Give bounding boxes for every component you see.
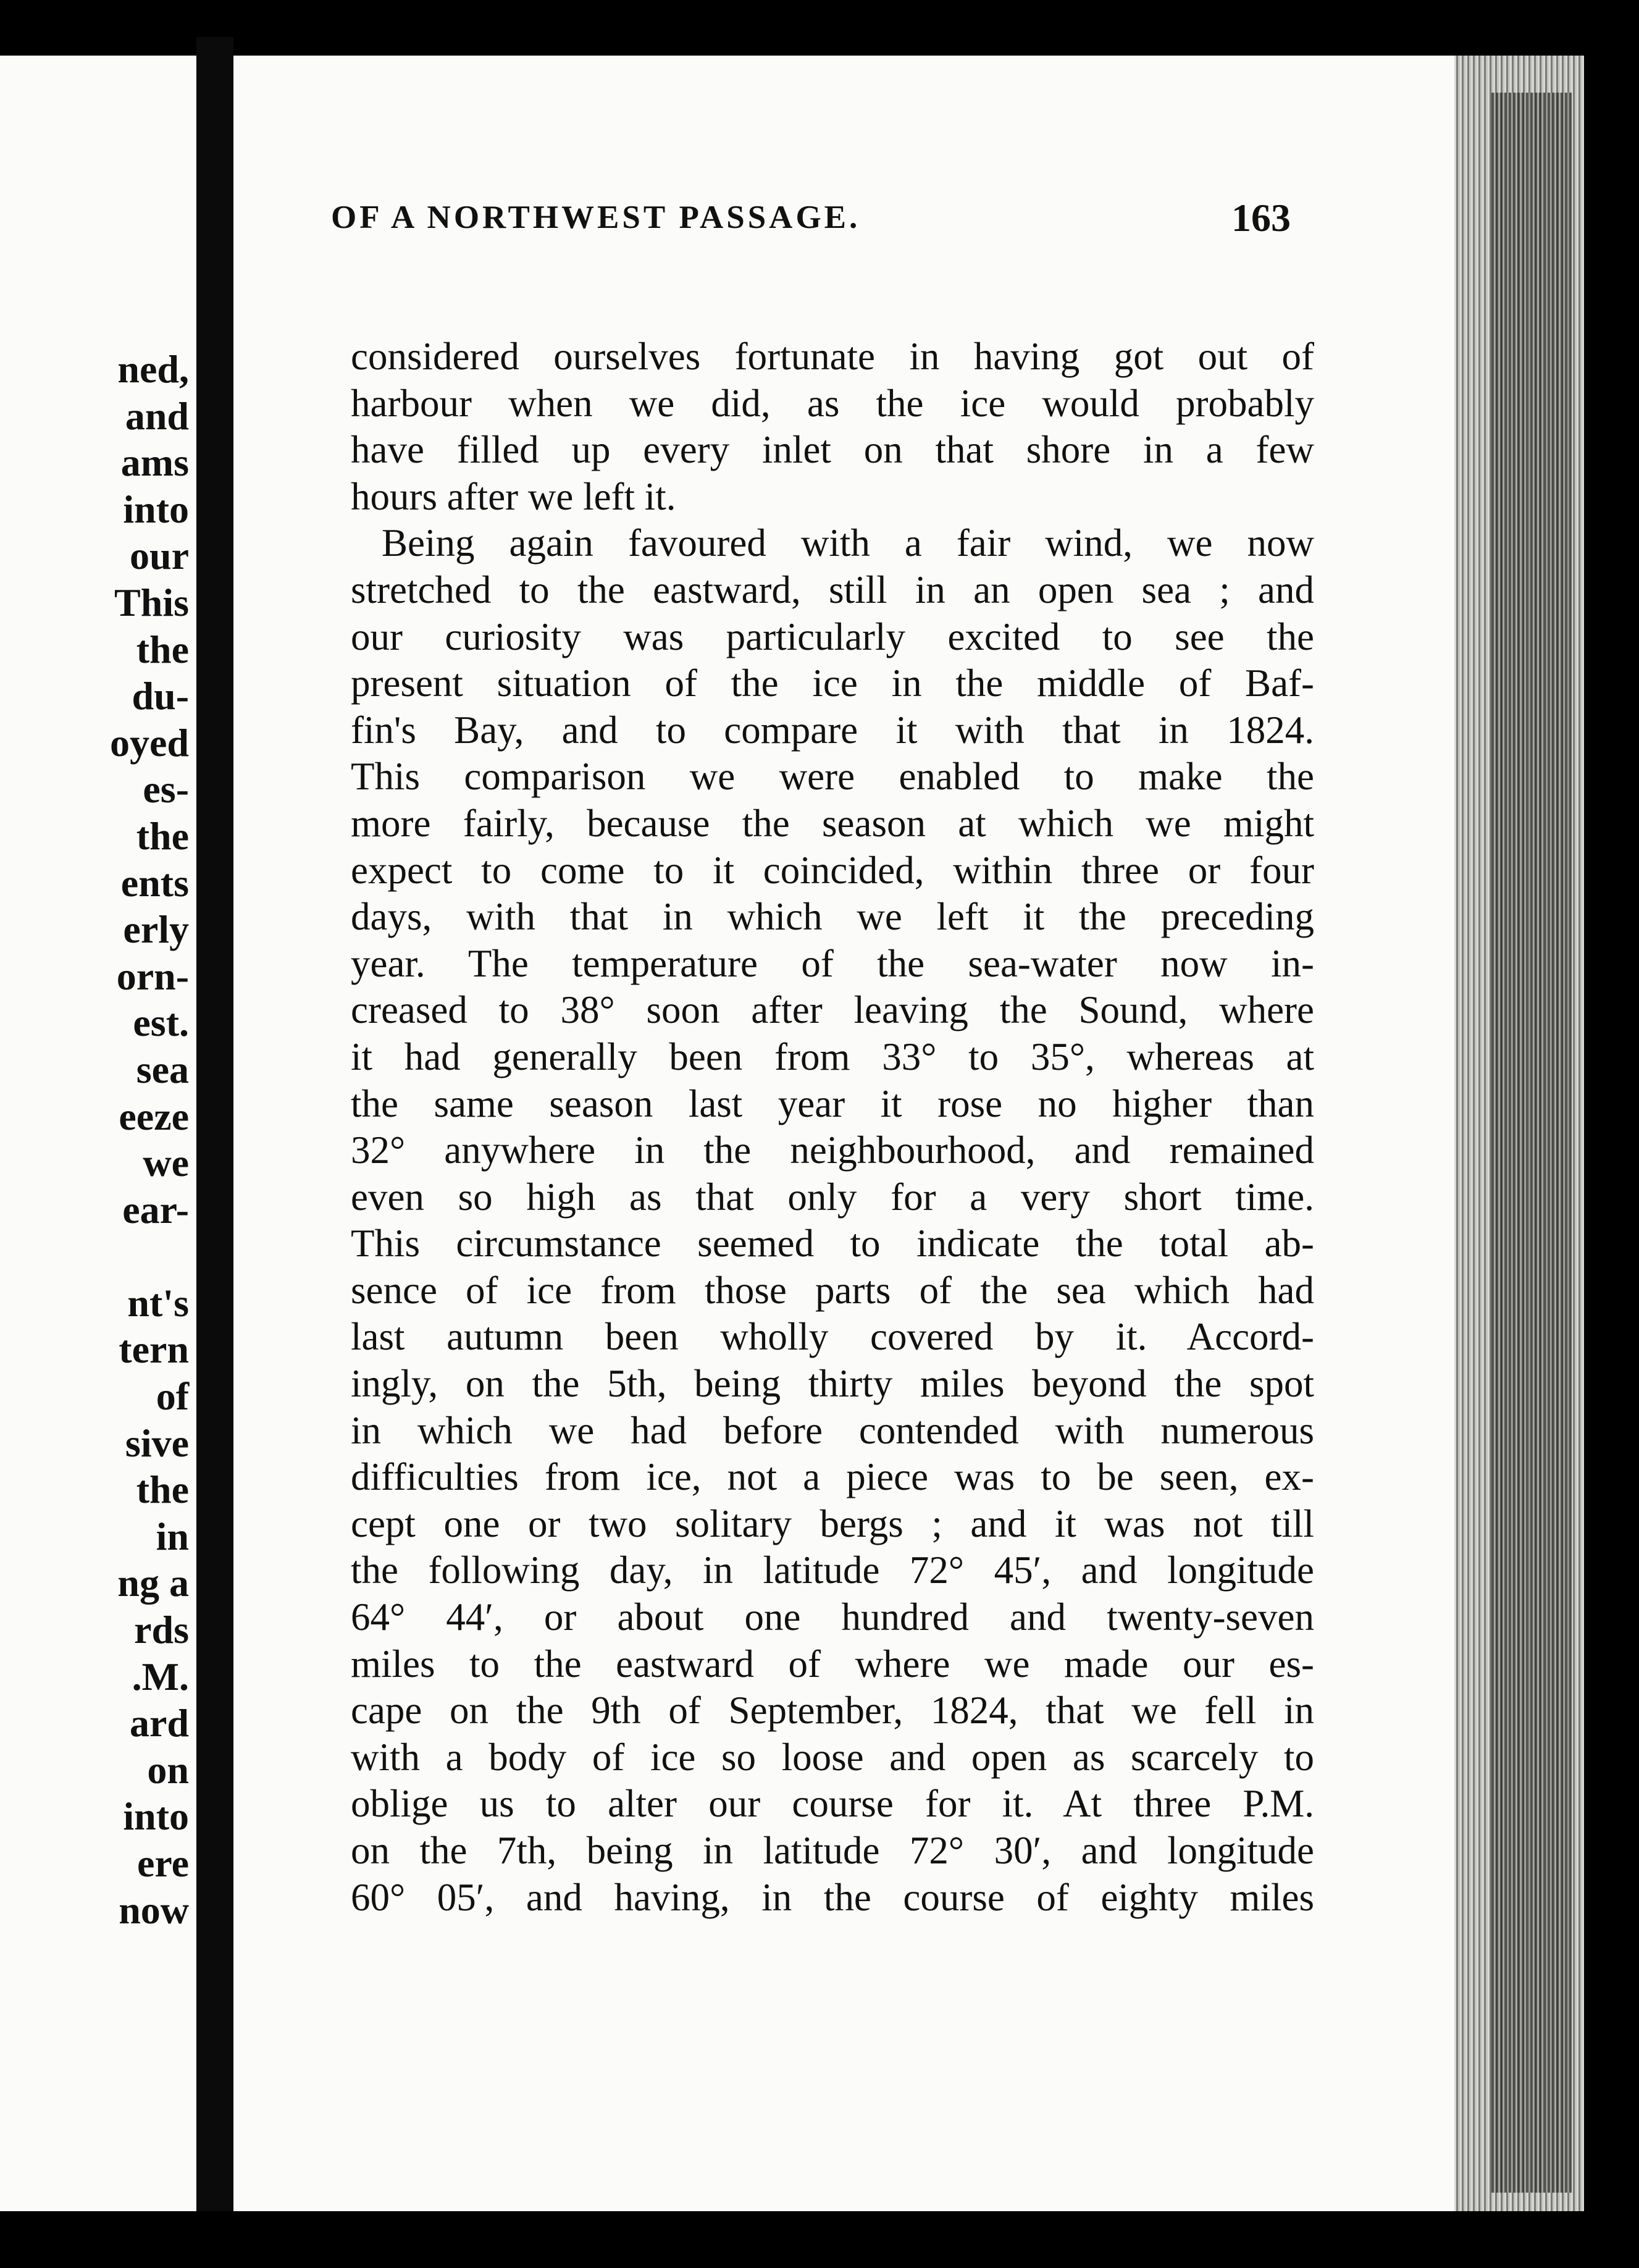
page-number: 163 [1231,196,1291,240]
book-fore-edge [1454,56,1584,2211]
left-page-line: sive [125,1421,189,1465]
text-line: on the 7th, being in latitude 72° 30′, and longitude [351,1829,1314,1872]
left-page-line: now [119,1888,189,1932]
text-line: 32° anywhere in the neighbourhood, and remained [351,1128,1314,1172]
text-line: 60° 05′, and having, in the course of eighty miles [351,1875,1314,1919]
text-line: year. The temperature of the sea-water now in- [351,941,1314,985]
text-line: oblige us to alter our course for it. At three P.M. [351,1782,1314,1826]
text-line: in which we had before contended with numerous [351,1408,1314,1452]
left-page-line: and [125,393,189,438]
left-page-fragment [0,56,196,2211]
left-page-line: du- [132,674,189,718]
text-line: the same season last year it rose no higher than [351,1082,1314,1125]
book-gutter [196,37,233,2211]
left-page-line: ents [120,860,189,905]
left-page-line: ere [136,1841,189,1885]
text-line: sence of ice from those parts of the sea which had [351,1268,1314,1312]
text-line: cept one or two solitary bergs ; and it was not till [351,1502,1314,1545]
left-page-line: .M. [132,1654,189,1699]
left-page-line: tern [119,1327,189,1372]
text-line: This comparison we were enabled to make the [351,755,1314,799]
left-page-line: ng a [117,1561,189,1605]
scan-border [1584,0,1639,2268]
left-page-line: into [123,1794,189,1839]
page-header [331,196,1319,248]
left-page-line: our [130,534,189,578]
running-head: OF A NORTHWEST PASSAGE. [331,200,861,235]
text-line: miles to the eastward of where we made our es- [351,1642,1314,1686]
left-page-line: est. [133,1001,189,1045]
left-page-line: into [123,487,189,531]
text-line: the following day, in latitude 72° 45′, and longitude [351,1548,1314,1592]
text-line: our curiosity was particularly excited to see the [351,615,1314,658]
left-page-line: in [156,1514,189,1558]
left-page-line: the [136,813,189,858]
text-line: it had generally been from 33° to 35°, whereas at [351,1035,1314,1078]
left-page-line: orn- [116,954,189,998]
left-page-line: ard [130,1701,189,1745]
left-page-line: of [156,1374,189,1419]
paragraph [351,334,1314,520]
text-line: stretched to the eastward, still in an open sea ; and [351,568,1314,611]
left-page-line: the [136,1468,189,1512]
paragraph [351,520,1314,1921]
text-line: difficulties from ice, not a piece was to be seen, ex- [351,1455,1314,1499]
left-page-line: ned, [117,347,189,391]
text-line: have filled up every inlet on that shore in a few [351,428,1314,472]
text-line: last autumn been wholly covered by it. Accord- [351,1315,1314,1359]
text-line: cape on the 9th of September, 1824, that we fell in [351,1689,1314,1732]
left-page-line: rds [134,1608,189,1652]
text-line: creased to 38° soon after leaving the Sound, where [351,988,1314,1032]
text-line: hours after we left it. [351,474,676,518]
left-page-line [110,1233,189,1280]
fore-edge-shadow [1491,93,1572,2193]
body-text [351,334,1314,1921]
left-page-line-endings [110,346,189,1933]
text-line: 64° 44′, or about one hundred and twenty-seven [351,1595,1314,1639]
left-page-line: ear- [122,1187,189,1232]
text-line: considered ourselves fortunate in having got out of [351,335,1314,378]
left-page-line: erly [123,907,189,952]
left-page-line: we [143,1141,189,1185]
left-page-line: ams [120,440,189,485]
left-page-line: nt's [127,1280,189,1325]
left-page-line: the [136,627,189,671]
left-page-line: sea [136,1047,189,1091]
left-page-line: es- [143,767,189,812]
text-line: Being again favoured with a fair wind, we now [382,521,1314,565]
text-line: expect to come to it coincided, within three or four [351,848,1314,892]
text-line: present situation of the ice in the middle of Baf- [351,662,1314,705]
left-page-line: eeze [119,1094,189,1138]
text-line: fin's Bay, and to compare it with that in 1824. [351,708,1314,752]
text-line: harbour when we did, as the ice would probably [351,381,1314,425]
text-line: days, with that in which we left it the preceding [351,895,1314,939]
text-line: ingly, on the 5th, being thirty miles beyond the spot [351,1362,1314,1406]
text-line: even so high as that only for a very short time. [351,1175,1314,1219]
text-line: This circumstance seemed to indicate the total ab- [351,1222,1314,1266]
left-page-line: This [114,580,189,624]
text-line: with a body of ice so loose and open as scarcely to [351,1735,1314,1779]
left-page-line: oyed [110,720,189,765]
left-page-line: on [147,1747,189,1792]
text-line: more fairly, because the season at which we might [351,801,1314,845]
